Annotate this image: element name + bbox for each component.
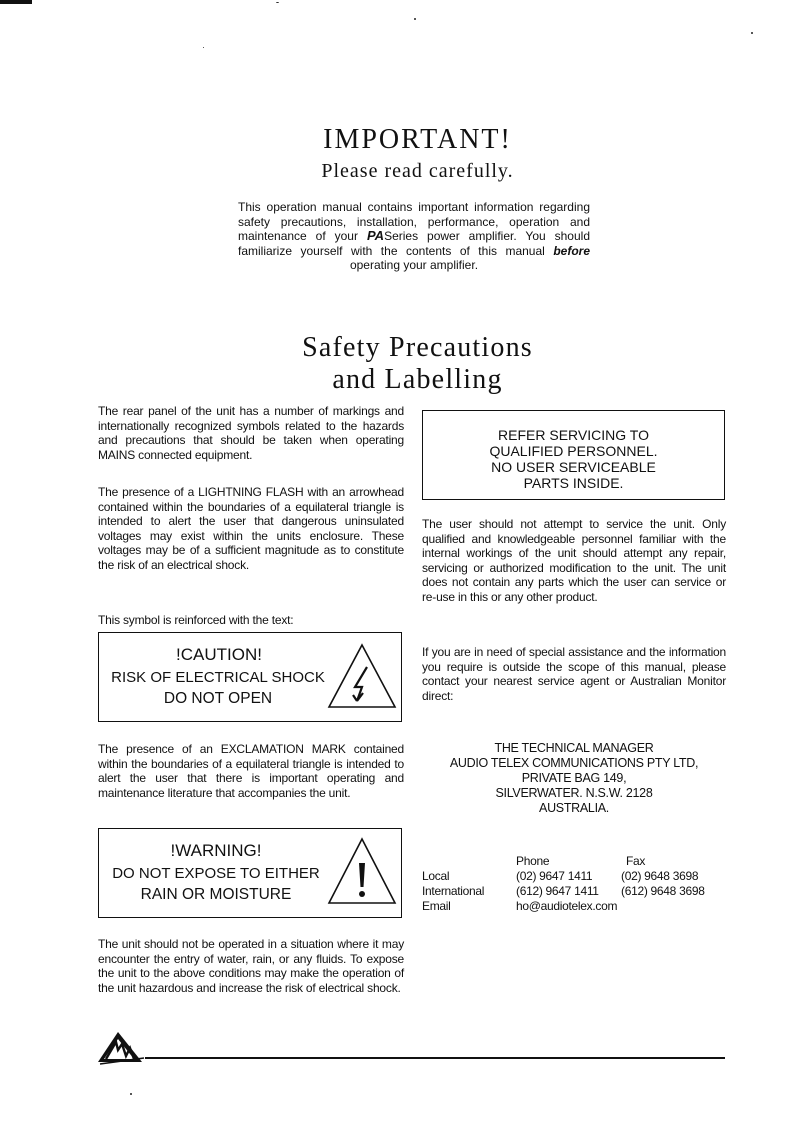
assistance-paragraph: If you are in need of special assistance and the information you require is outside the scope of this manual, please contact your nearest service agent or Australian Monitor direct: [422,645,726,703]
warning-title: !WARNING! [170,841,262,860]
caution-line2: DO NOT OPEN [163,690,273,707]
exclamation-triangle-icon [327,837,397,905]
scan-speck [276,2,279,3]
address-line1: THE TECHNICAL MANAGER [494,741,654,755]
refer-line4: PARTS INSIDE. [523,475,624,491]
phone-header: Phone [516,854,550,868]
contact-label: Local [422,869,450,883]
scan-speck [203,47,204,48]
intro-text-2: Series power amplifier. You should familiarize yourself with the contents of this manual [238,229,590,258]
section-title-line1: Safety Precautions [302,332,533,363]
page-corner-mark [0,0,32,4]
caution-label-box [98,632,402,722]
scan-speck [414,18,416,20]
refer-line1: REFER SERVICING TO [498,427,649,443]
warning-label-box [98,828,402,918]
intro-paragraph [238,200,590,273]
series-mark: PA [366,228,385,243]
exclamation-paragraph: The presence of an EXCLAMATION MARK contained within the boundaries of a equilateral triangle is intended to alert the user that there is important operating and maintenance literature that accompanies the unit. [98,742,404,800]
caution-line1: RISK OF ELECTRICAL SHOCK [111,669,325,686]
refer-line2: QUALIFIED PERSONNEL. [489,443,658,459]
address-line2: AUDIO TELEX COMMUNICATIONS PTY LTD, [449,756,699,770]
contact-email: ho@audiotelex.com [516,899,618,913]
contact-fax: (612) 9648 3698 [621,884,705,898]
scan-speck [751,32,753,34]
footer-rule [145,1057,725,1059]
contact-label: International [422,884,485,898]
refer-line3: NO USER SERVICEABLE [491,459,656,475]
symbol-text-paragraph: This symbol is reinforced with the text: [98,613,294,627]
address-line4: SILVERWATER. N.S.W. 2128 [495,786,653,800]
contact-phone: (02) 9647 1411 [516,869,593,883]
service-paragraph: The user should not attempt to service the unit. Only qualified and knowledgeable personnel familiar with the internal workings of the unit should attempt any repair, servicing or authorized modification to the unit. The unit does not contain any parts which the user can service or re-use in this or any other product. [422,517,726,604]
lightning-triangle-icon [327,643,397,709]
warning-line1: DO NOT EXPOSE TO EITHER [112,865,320,882]
page-title: IMPORTANT! [323,124,512,155]
refer-servicing-box [422,410,725,500]
page-subtitle: Please read carefully. [321,160,514,182]
intro-text: This operation manual contains important information regarding safety precautions, installation, performance, operation and maintenance of your [238,200,590,243]
intro-emphasis: before [553,243,590,258]
lightning-paragraph: The presence of a LIGHTNING FLASH with an arrowhead contained within the boundaries of a equilateral triangle is intended to alert the user that dangerous uninsulated voltages may exist within the units enclosure. These voltages may be of a sufficient magnitude as to constitute the risk of an electrical shock. [98,485,404,572]
scan-speck [130,1093,132,1095]
caution-title: !CAUTION! [176,645,262,664]
rear-panel-paragraph: The rear panel of the unit has a number of markings and internationally recognized symbols related to the hazards and precautions that should be taken when operating MAINS connected equipment. [98,404,404,462]
fax-header: Fax [626,854,646,868]
contact-label: Email [422,899,451,913]
intro-text-3: operating your amplifier. [349,258,479,272]
brand-logo-icon [96,1030,146,1066]
section-title-line2: and Labelling [332,364,503,395]
address-line3: PRIVATE BAG 149, [521,771,627,785]
address-block [424,741,724,816]
warning-line2: RAIN OR MOISTURE [140,886,292,903]
contact-fax: (02) 9648 3698 [621,869,699,883]
contact-phone: (612) 9647 1411 [516,884,599,898]
moisture-paragraph: The unit should not be operated in a situation where it may encounter the entry of water, rain, or any fluids. To expose the unit to the above conditions may make the operation of the unit hazardous and increase the risk of electrical shock. [98,937,404,995]
address-line5: AUSTRALIA. [539,801,609,815]
